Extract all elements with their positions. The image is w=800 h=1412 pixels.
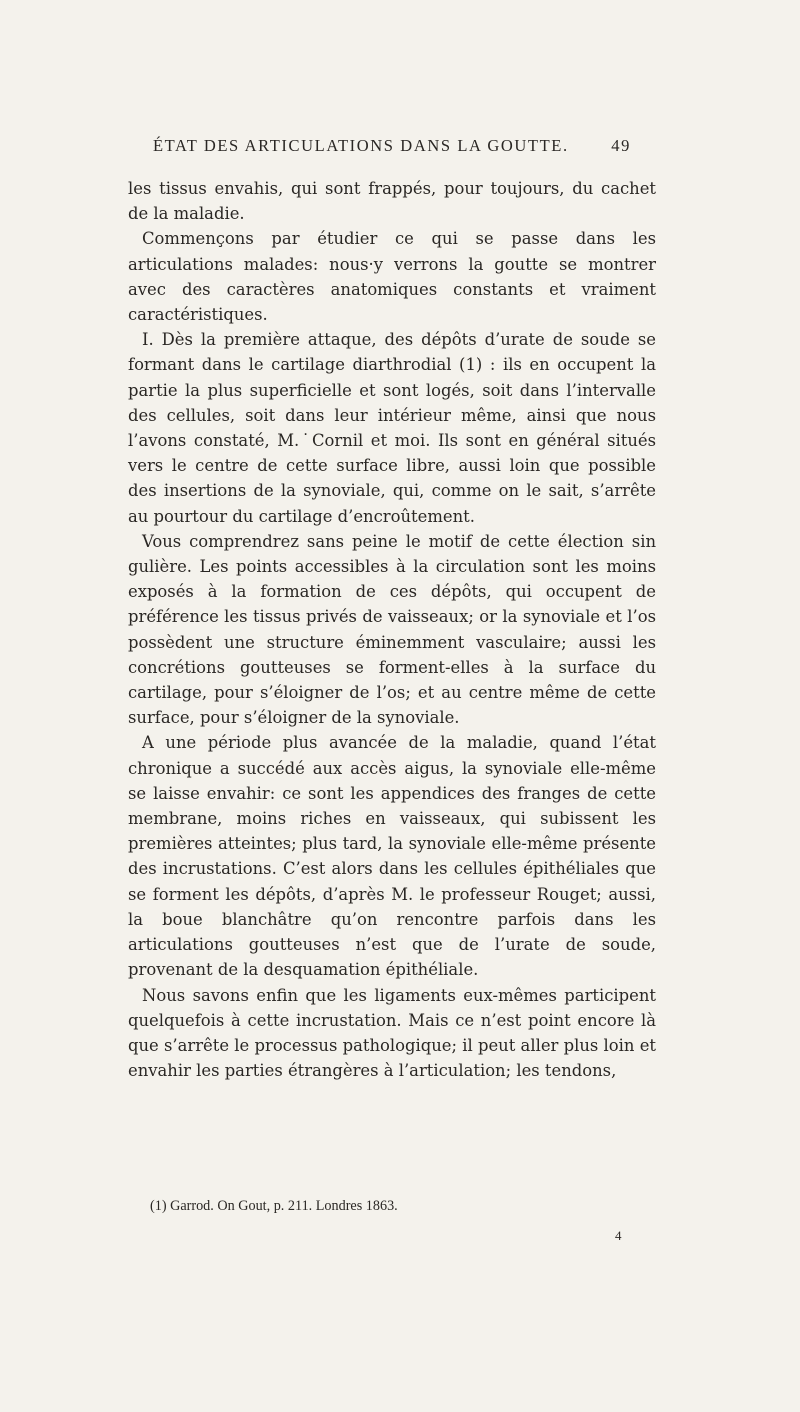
running-title: ÉTAT DES ARTICULATIONS DANS LA GOUTTE.	[153, 136, 569, 155]
running-header	[153, 136, 631, 156]
body-text	[128, 176, 656, 1083]
paragraph: I. Dès la première attaque, des dépôts d’urate de soude se formant dans le cartilage diarthrodial (1) : ils en occupent la partie la plus superficielle et sont logés, soit dans l’intervalle des cellules, soit dans leur intérieur même, ainsi que nous l’avons constaté, M.˙Cornil et moi. Ils sont en général situés vers le centre de cette surface libre, aussi loin que possible des insertions de la synoviale, qui, comme on le sait, s’arrête au pourtour du cartilage d’encroûtement.	[128, 330, 656, 526]
signature-mark: 4	[615, 1228, 622, 1243]
paragraph: Nous savons enfin que les ligaments eux-mêmes participent quelquefois à cette incrustation. Mais ce n’est point encore là que s’arrête le processus pathologique; il peut aller plus loin et envahir les parties étrangères à l’articulation; les tendons,	[128, 985, 656, 1081]
paragraph: les tissus envahis, qui sont frappés, pour toujours, du cachet de la maladie.	[128, 179, 656, 224]
paragraph: A une période plus avancée de la maladie, quand l’état chronique a succédé aux accès aigus, la synoviale elle-même se laisse envahir: ce sont les appendices des franges de cette membrane, moins riches en vaisseaux, qui subissent les premières atteintes; plus tard, la synoviale elle-même présente des incrustations. C’est alors dans les cellules épithéliales que se forment les dépôts, d’après M. le professeur Rouget; aussi, la boue blanchâtre qu’on rencontre parfois dans les articulations goutteuses n’est que de l’urate de soude, provenant de la desquamation épithéliale.	[128, 733, 656, 980]
paragraph: Vous comprendrez sans peine le motif de cette élection sin gulière. Les points accessibles à la circulation sont les moins exposés à la formation de ces dépôts, qui occupent de préférence les tissus privés de vaisseaux; or la synoviale et l’os possèdent une structure éminemment vasculaire; aussi les concrétions goutteuses se forment-elles à la surface du cartilage, pour s’éloigner de l’os; et au centre même de cette surface, pour s’éloigner de la synoviale.	[128, 531, 656, 728]
footnote: (1) Garrod. On Gout, p. 211. Londres 1863.	[150, 1198, 398, 1214]
page-number: 49	[611, 136, 631, 155]
paragraph: Commençons par étudier ce qui se passe dans les articulations malades: nous·y verrons la goutte se montrer avec des caractères anatomiques constants et vraiment caractéristiques.	[128, 229, 656, 325]
